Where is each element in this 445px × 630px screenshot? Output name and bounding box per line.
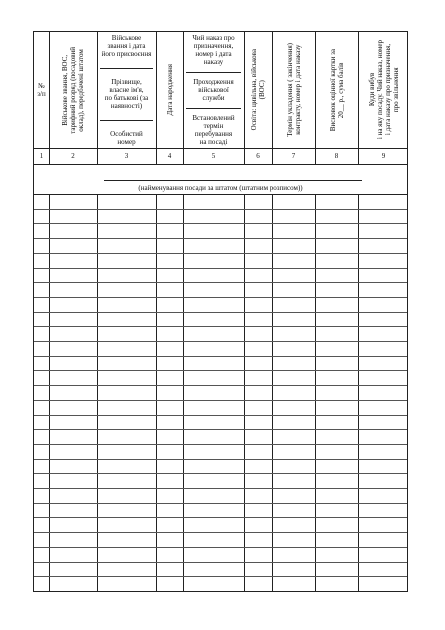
header-col-8 — [315, 32, 358, 148]
col-number-6: 6 — [256, 152, 260, 160]
header-col-4-text: Дата народження — [165, 64, 174, 116]
table-row-rule — [34, 385, 407, 386]
table-row-rule — [34, 341, 407, 342]
table-row-rule — [34, 238, 407, 239]
table-row-rule — [34, 223, 407, 224]
header-col-8-text: Висновок оцінної картки за 20__ р., сума балів — [328, 48, 345, 132]
table-row-rule — [34, 268, 407, 269]
table-row-rule — [34, 459, 407, 460]
table-row-rule — [34, 444, 407, 445]
header-col-rule-6 — [272, 32, 273, 164]
table-row-rule — [34, 503, 407, 504]
header-col-3-top: Військове звання і дата його присвоєння — [101, 34, 152, 58]
header-col-rule-4 — [183, 32, 184, 164]
col-number-9: 9 — [381, 152, 386, 160]
header-col-7 — [272, 32, 315, 148]
header-col-rule-2 — [97, 32, 98, 164]
table-row-rule — [34, 547, 407, 548]
header-col-5-divider-1 — [186, 72, 241, 73]
table-row-rule — [34, 282, 407, 283]
col-number-1: 1 — [39, 152, 44, 160]
header-col-5-middle: Проходження військової служби — [193, 78, 234, 102]
table-row-rule — [34, 473, 407, 474]
table-row-rule — [34, 576, 407, 577]
header-col-3 — [97, 32, 156, 148]
header-col-3-divider-2 — [100, 120, 153, 121]
header-col-9-text: Куди вибув і на яку посаду. Чий наказ, номер і дата наказу про призначення, про звільнення — [367, 40, 400, 140]
number-row-bottom-rule — [34, 164, 407, 165]
header-col-2-text: Військове звання, ВОС, тарифний розряд (посадовий оклад), передбачені штатом — [61, 46, 85, 134]
blank-rows-area — [34, 194, 407, 591]
header-col-5-bottom: Встановлений термін перебування на посаді — [192, 114, 235, 146]
header-col-rule-5 — [244, 32, 245, 164]
personnel-table — [33, 31, 408, 592]
table-row-rule — [34, 312, 407, 313]
col-number-7: 7 — [291, 152, 296, 160]
table-row-rule — [34, 209, 407, 210]
table-row-rule — [34, 488, 407, 489]
col-number-3: 3 — [124, 152, 129, 160]
header-col-1-text: № з/п — [37, 82, 46, 98]
header-bottom-rule — [34, 148, 407, 149]
header-col-7-text: Термін укладення ( закінчення) контракту, номер і дата наказу — [285, 43, 302, 137]
col-number-2: 2 — [71, 152, 75, 160]
table-row-rule — [34, 326, 407, 327]
col-number-4: 4 — [167, 152, 172, 160]
table-row-rule — [34, 532, 407, 533]
header-col-3-bottom: Особистий номер — [110, 130, 143, 146]
table-row-rule — [34, 253, 407, 254]
header-col-2 — [49, 32, 97, 148]
header-col-rule-8 — [358, 32, 359, 164]
table-row-rule — [34, 400, 407, 401]
header-col-rule-7 — [315, 32, 316, 164]
position-name-caption: (найменування посади за штатом (штатним розписом)) — [138, 184, 303, 192]
header-col-5 — [183, 32, 244, 148]
header-col-1 — [34, 32, 49, 148]
header-col-9 — [358, 32, 409, 148]
table-row-rule — [34, 429, 407, 430]
header-col-5-top: Чий наказ про призначення, номер і дата наказу — [192, 34, 235, 66]
header-col-6-text: Освіта: цивільна, військова (ВОС) — [250, 49, 266, 131]
table-row-rule — [34, 370, 407, 371]
header-col-6 — [244, 32, 272, 148]
table-row-rule — [34, 297, 407, 298]
header-col-rule-1 — [49, 32, 50, 164]
col-number-8: 8 — [334, 152, 339, 160]
col-number-5: 5 — [211, 152, 216, 160]
table-row-rule — [34, 356, 407, 357]
header-col-3-middle: Прізвище, власне ім'я, по батькові (за наявності) — [104, 78, 149, 110]
table-row-rule — [34, 562, 407, 563]
table-row-rule — [34, 517, 407, 518]
table-row-rule — [34, 415, 407, 416]
position-name-line — [104, 180, 362, 181]
header-col-4 — [156, 32, 183, 148]
header-col-3-divider-1 — [100, 68, 153, 69]
header-col-5-divider-2 — [186, 108, 241, 109]
header-col-rule-3 — [156, 32, 157, 164]
